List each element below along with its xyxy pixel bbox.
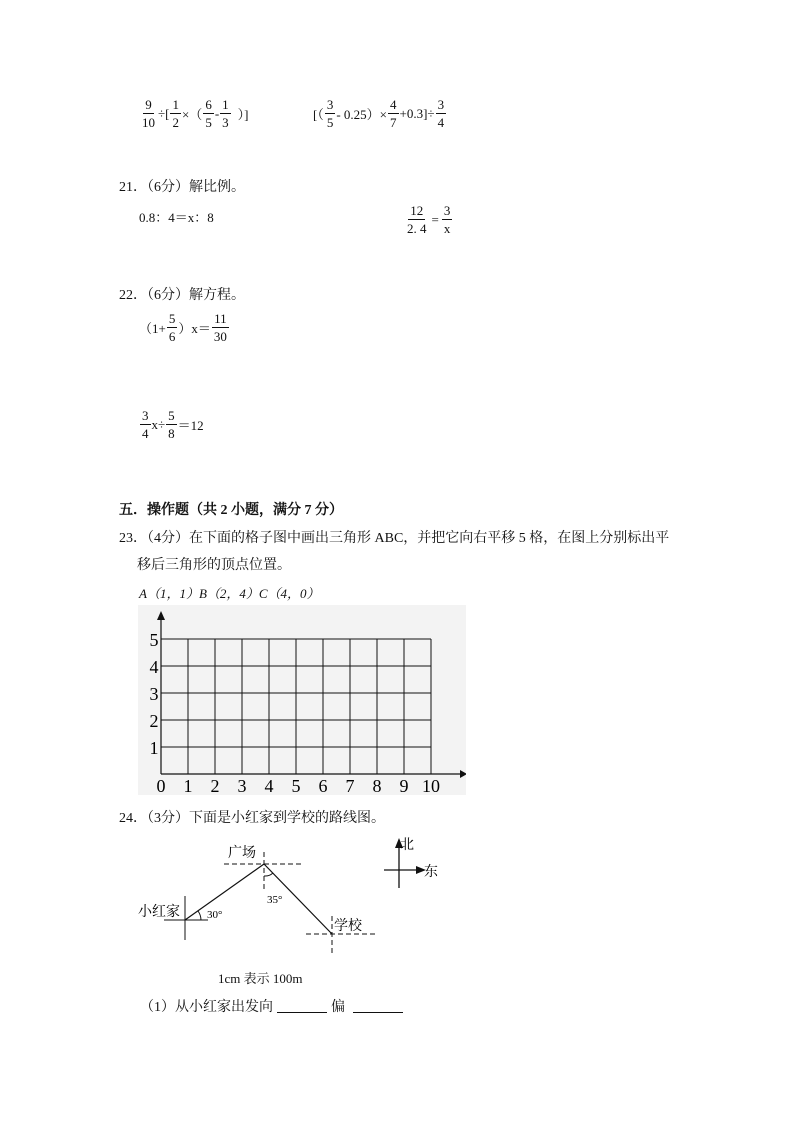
- fraction: $\frac{4}{7}$: [390, 97, 397, 130]
- fraction: $\frac{3}{5}$: [326, 97, 334, 130]
- label-north: 北: [400, 838, 414, 853]
- fraction: $\frac{1}{3}$: [222, 97, 229, 130]
- label-east: 东: [424, 865, 438, 880]
- proportion-1: 0.8：4＝x：8: [139, 210, 214, 225]
- fraction: $\frac{11}{30}$: [213, 311, 227, 344]
- section-5-title: 五．操作题（共 2 小题，满分 7 分）: [119, 503, 343, 518]
- angle-arc-35: [264, 873, 273, 876]
- label-school: 学校: [334, 919, 362, 934]
- question-21-title: 21．（6分）解比例。: [119, 180, 245, 195]
- fraction: $\frac{1}{2}$: [172, 97, 179, 130]
- equation-2: $\frac{3}{4}$ x÷ $\frac{5}{8}$ ＝12: [142, 408, 204, 441]
- question-23-line2: 移后三角形的顶点位置。: [137, 558, 291, 573]
- x-tick-label: 4: [264, 776, 274, 795]
- label-angle-35: 35°: [267, 894, 283, 906]
- label-plaza: 广场: [228, 846, 256, 861]
- question-24-title: 24．（3分）下面是小红家到学校的路线图。: [119, 811, 385, 826]
- route-home-to-plaza: [185, 864, 264, 920]
- fraction: $\frac{3}{4}$: [437, 97, 445, 130]
- fraction: $\frac{9}{10}$: [142, 97, 155, 130]
- grid-figure: [138, 605, 466, 795]
- proportion-2: $\frac{12}{2. 4}$ = $\frac{3}{x}$: [407, 203, 451, 236]
- y-tick-label: 5: [149, 630, 159, 650]
- grid-background: [138, 605, 466, 795]
- x-tick-label: 10: [422, 776, 440, 795]
- x-tick-label: 7: [345, 776, 355, 795]
- answer-blank-angle[interactable]: [353, 1000, 403, 1013]
- x-tick-label: 2: [210, 776, 220, 795]
- scale-note: 1cm 表示 100m: [218, 971, 303, 986]
- answer-blank-direction[interactable]: [277, 1000, 327, 1013]
- fraction: $\frac{3}{4}$: [142, 408, 149, 441]
- fraction: $\frac{6}{5}$: [205, 97, 212, 130]
- fraction: $\frac{5}{8}$: [168, 408, 175, 441]
- expression-20-1: $\frac{9}{10}$ ÷[ $\frac{1}{2}$ ×（ $\frac{6}{5}$ - $\frac{1}{3}$ ）]: [142, 97, 249, 130]
- y-tick-label: 3: [149, 684, 159, 704]
- fraction: $\frac{5}{6}$: [168, 311, 176, 344]
- question-23-points: A（1，1）B（2，4）C（4，0）: [139, 586, 320, 601]
- angle-arc-30: [198, 911, 201, 920]
- y-tick-label: 1: [149, 738, 159, 758]
- y-axis-labels: [150, 630, 159, 758]
- expression-20-2: [（ $\frac{3}{5}$ - 0.25）× $\frac{4}{7}$ +0.3]÷ $\frac{3}{4}$: [313, 97, 445, 130]
- x-tick-label: 6: [318, 776, 328, 795]
- label-angle-30: 30°: [207, 909, 223, 921]
- fraction: $\frac{12}{2. 4}$: [407, 203, 427, 236]
- route-map: [136, 832, 446, 957]
- label-home: 小红家: [138, 905, 180, 920]
- x-tick-label: 1: [183, 776, 193, 795]
- question-24-part1: （1）从小红家出发向 偏: [140, 996, 403, 1016]
- y-tick-label: 2: [149, 711, 159, 731]
- x-tick-label: 8: [372, 776, 382, 795]
- x-tick-label: 9: [399, 776, 409, 795]
- x-tick-label: 3: [237, 776, 247, 795]
- fraction: $\frac{3}{x}$: [443, 203, 451, 236]
- question-23-line1: 23．（4分）在下面的格子图中画出三角形 ABC，并把它向右平移 5 格，在图上分别标出平: [119, 531, 670, 546]
- x-tick-label: 0: [156, 776, 166, 795]
- question-22-title: 22．（6分）解方程。: [119, 288, 245, 303]
- x-tick-label: 5: [291, 776, 301, 795]
- y-tick-label: 4: [149, 657, 159, 677]
- equation-1: （1+ $\frac{5}{6}$ ）x＝ $\frac{11}{30}$: [139, 311, 227, 344]
